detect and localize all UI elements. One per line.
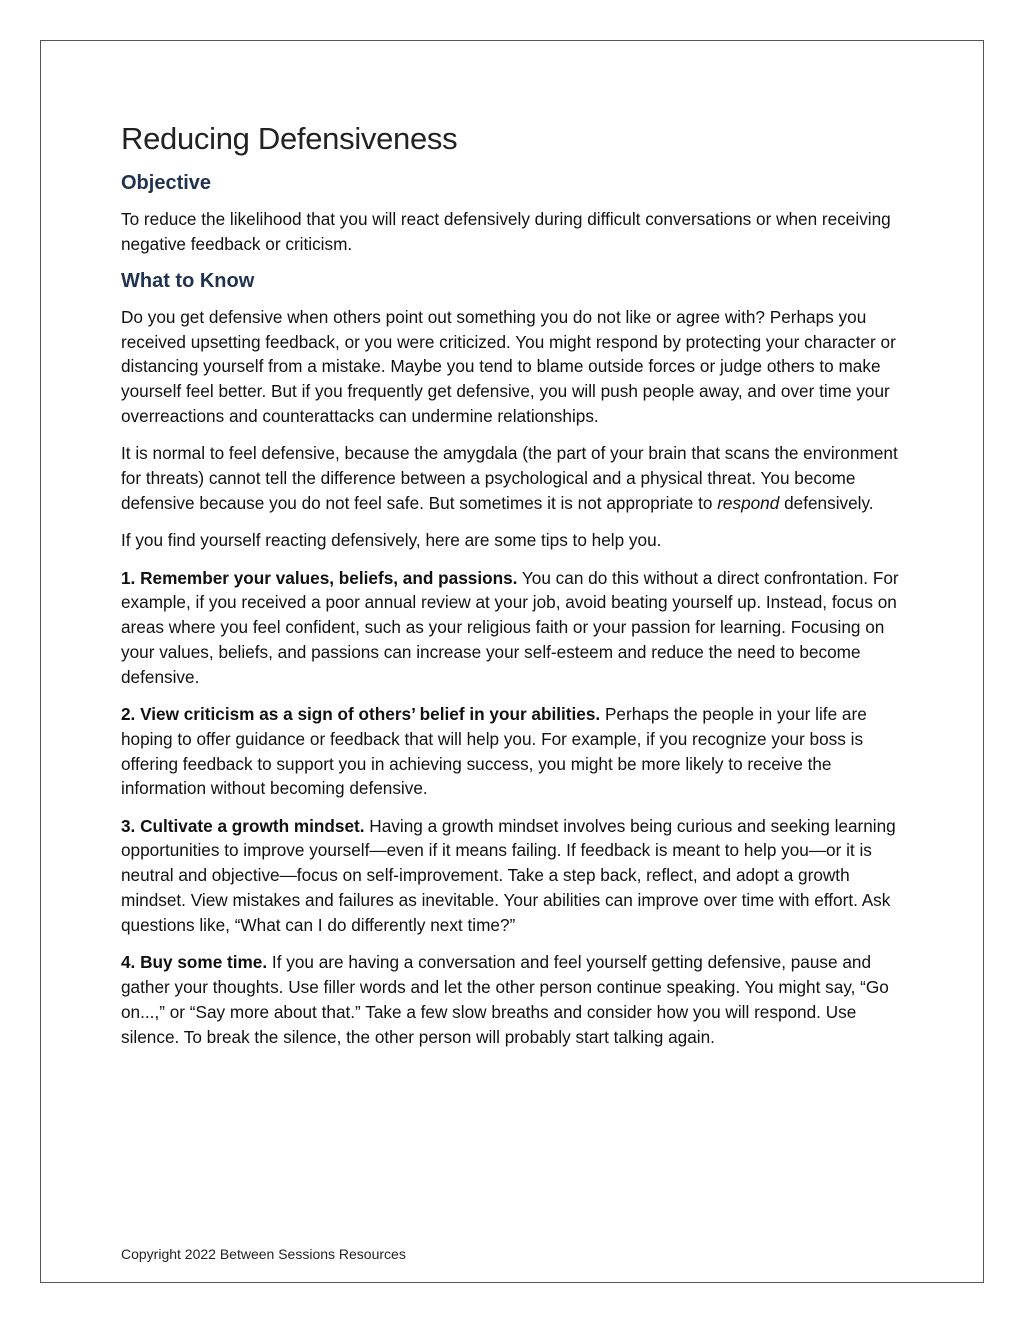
what-to-know-paragraph-1: Do you get defensive when others point out something you do not like or agree with? Perhaps you received upsetting feedback, or you were criticized. You might respond by protecting your character or distancing yourself from a mistake. Maybe you tend to blame outside forces or judge others to make yourself feel better. But if you frequently get defensive, you will push people away, and over time your overreactions and counterattacks can undermine relationships. bbox=[121, 306, 896, 427]
paragraph-2-text-start: It is normal to feel defensive, because the amygdala (the part of your brain that scans the environment for threats) cannot tell the difference between a psychological and a physical threat. You become defensive because you do not feel safe. But sometimes it is not appropriate to bbox=[121, 443, 898, 513]
tip-2 bbox=[121, 702, 911, 801]
tip-2-text: Perhaps the people in your life are hoping to offer guidance or feedback that will help you. For example, if you recognize your boss is offering feedback to support you in achieving success, you might be more likely to receive the information without becoming defensive. bbox=[121, 704, 867, 799]
tip-3-text: Having a growth mindset involves being curious and seeking learning opportunities to improve yourself—even if it means failing. If feedback is meant to help you—or it is neutral and objective—focus on self-improvement. Take a step back, reflect, and adopt a growth mindset. View mistakes and failures as inevitable. Your abilities can improve over time with effort. Ask questions like, “What can I do differently next time?” bbox=[121, 815, 896, 935]
page-title: Reducing Defensiveness bbox=[121, 121, 458, 156]
tip-2-lead: 2. View criticism as a sign of others’ belief in your abilities. bbox=[121, 704, 601, 724]
paragraph-2-text-end: defensively. bbox=[779, 492, 874, 513]
what-to-know-heading: What to Know bbox=[121, 269, 255, 292]
paragraph-2-emphasis: respond bbox=[717, 492, 780, 513]
document-body bbox=[121, 120, 911, 1062]
tip-1-text: You can do this without a direct confrontation. For example, if you received a poor annual review at your job, avoid beating yourself up. Instead, focus on areas where you feel confident, such as your religious faith or your passion for learning. Focusing on your values, beliefs, and passions can increase your self-esteem and reduce the need to become defensive. bbox=[121, 567, 899, 687]
tip-4 bbox=[121, 950, 911, 1049]
objective-heading: Objective bbox=[121, 171, 212, 194]
what-to-know-paragraph-3: If you find yourself reacting defensively, here are some tips to help you. bbox=[121, 530, 662, 551]
tip-4-text: If you are having a conversation and feel yourself getting defensive, pause and gather your thoughts. Use filler words and let the other person continue speaking. You might say, “Go on...,” or “Say more about that.” Take a few slow breaths and consider how you will respond. Use silence. To break the silence, the other person will probably start talking again. bbox=[121, 952, 889, 1047]
what-to-know-paragraph-2 bbox=[121, 441, 911, 515]
tip-3 bbox=[121, 814, 911, 938]
tip-3-lead: 3. Cultivate a growth mindset. bbox=[121, 815, 365, 836]
tip-1-lead: 1. Remember your values, beliefs, and passions. bbox=[121, 567, 518, 588]
tip-1 bbox=[121, 566, 911, 690]
tip-4-lead: 4. Buy some time. bbox=[121, 952, 268, 973]
objective-text: To reduce the likelihood that you will react defensively during difficult conversations or when receiving negative feedback or criticism. bbox=[121, 208, 891, 254]
copyright-footer: Copyright 2022 Between Sessions Resources bbox=[121, 1246, 406, 1262]
